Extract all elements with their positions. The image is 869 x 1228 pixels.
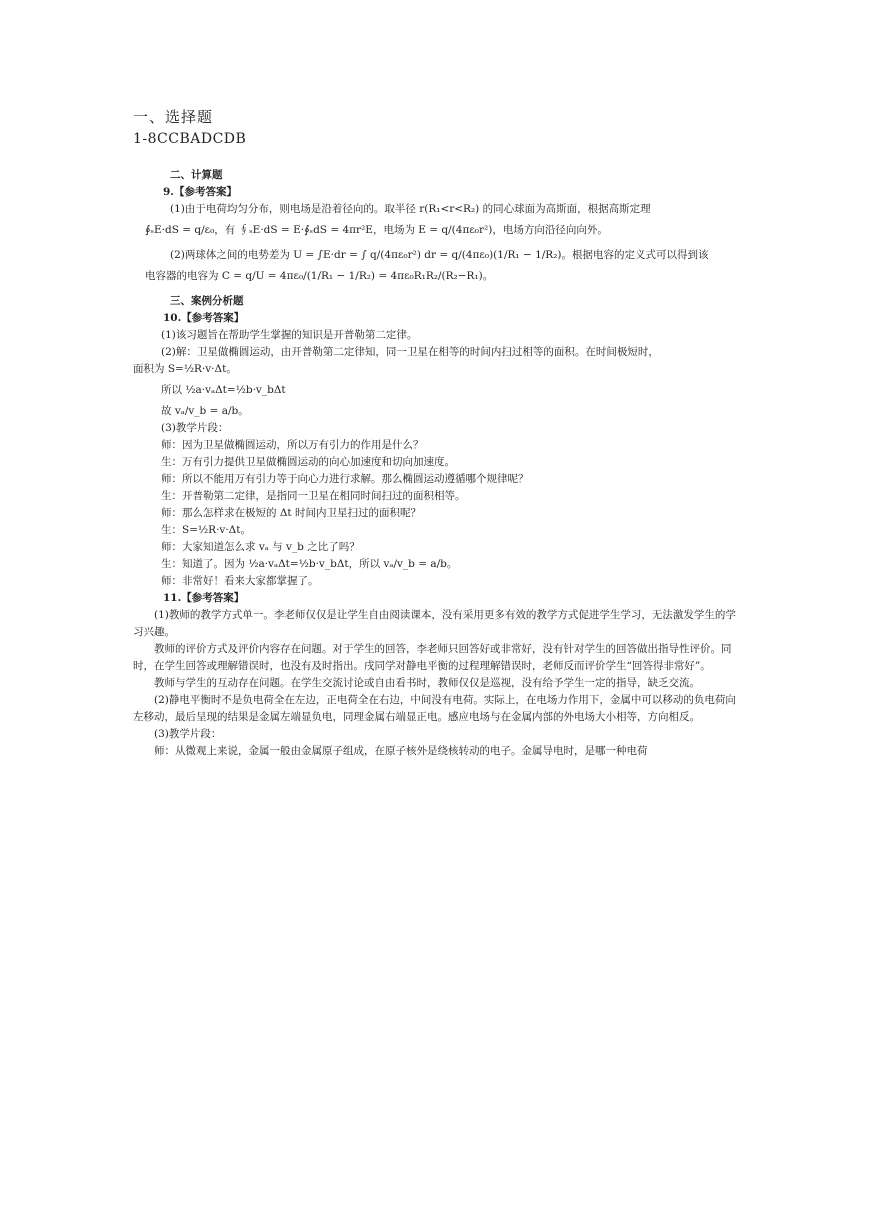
q9-part1-formula: ∮ₛE·dS = q/ε₀，有 ∮ₛE·dS = E·∮ₛdS = 4πr²E，电场为 E = q/(4πε₀r²)，电场方向沿径向向外。 (145, 224, 608, 236)
case-heading: 三、案例分析题 (170, 295, 244, 307)
q10-line: 生：S=½R·v·Δt。 (161, 524, 251, 536)
q10-line: (1)该习题旨在帮助学生掌握的知识是开普勒第二定律。 (161, 329, 418, 341)
q10-line: 面积为 S=½R·v·Δt。 (133, 363, 237, 375)
q9-part2-formula: 电容器的电容为 C = q/U = 4πε₀/(1/R₁ − 1/R₂) = 4πε₀R₁R₂/(R₂−R₁)。 (145, 270, 494, 282)
q11-paragraph: 师：从微观上来说，金属一般由金属原子组成，在原子核外是绕核转动的电子。金属导电时，是哪一种电荷 (154, 745, 648, 757)
q10-line: 师：那么怎样求在极短的 Δt 时间内卫星扫过的面积呢？ (161, 507, 421, 519)
q10-line: 生：万有引力提供卫星做椭圆运动的向心加速度和切向加速度。 (161, 456, 455, 468)
q10-line: 师：非常好！看来大家都掌握了。 (161, 575, 319, 587)
q10-label: 10.【参考答案】 (163, 312, 245, 324)
q10-line: 故 vₐ/v_b = a/b。 (161, 405, 249, 417)
q10-line: 生：知道了。因为 ½a·vₐΔt=½b·v_bΔt，所以 vₐ/v_b = a/b。 (161, 558, 458, 570)
calc-heading: 二、计算题 (170, 169, 223, 181)
q11-label: 11.【参考答案】 (163, 592, 245, 604)
q11-paragraph: (3)教学片段： (154, 728, 222, 740)
q10-line: 所以 ½a·vₐΔt=½b·v_bΔt (161, 384, 286, 396)
q10-line: 生：开普勒第二定律，是指同一卫星在相同时间扫过的面积相等。 (161, 490, 466, 502)
answer-content (133, 167, 741, 760)
q9-part1: (1)由于电荷均匀分布，则电场是沿着径向的。取半径 r(R₁<r<R₂) 的同心球面为高斯面，根据高斯定理 (170, 203, 651, 215)
q11-paragraph: 教师与学生的互动存在问题。在学生交流讨论或自由看书时，教师仅仅是巡视，没有给予学生一定的指导，缺乏交流。 (154, 677, 700, 689)
q11-paragraph: (1)教师的教学方式单一。李老师仅仅是让学生自由阅读课本，没有采用更多有效的教学方式促进学生学习，无法激发学生的学习兴趣。 (133, 609, 736, 638)
q11-paragraph: 教师的评价方式及评价内容存在问题。对于学生的回答，李老师只回答好或非常好，没有针对学生的回答做出指导性评价。同时，在学生回答或理解错误时，也没有及时指出。戌同学对静电平衡的过程理解错误时，老师反而评价学生“回答得非常好”。 (133, 643, 732, 672)
q10-line: (3)教学片段： (161, 422, 229, 434)
q9-part2: (2)两球体之间的电势差为 U = ∫E·dr = ∫ q/(4πε₀r²) dr = q/(4πε₀)(1/R₁ − 1/R₂)。根据电容的定义式可以得到该 (170, 249, 709, 261)
q10-line: 师：因为卫星做椭圆运动，所以万有引力的作用是什么？ (161, 439, 424, 451)
q10-line: 师：大家知道怎么求 vₐ 与 v_b 之比了吗？ (161, 541, 360, 553)
q11-paragraph: (2)静电平衡时不是负电荷全在左边，正电荷全在右边，中间没有电荷。实际上，在电场力作用下，金属中可以移动的负电荷向左移动，最后呈现的结果是金属左端显负电，同理金属右端显正电。感应电场与在金属内部的外电场大小相等，方向相反。 (133, 694, 736, 723)
q10-line: (2)解：卫星做椭圆运动，由开普勒第二定律知，同一卫星在相等的时间内扫过相等的面积。在时间极短时， (161, 346, 659, 358)
q10-line: 师：所以不能用万有引力等于向心力进行求解。那么椭圆运动遵循哪个规律呢？ (161, 473, 529, 485)
section-title: 一、选择题 (133, 108, 214, 126)
q9-label: 9.【参考答案】 (163, 186, 237, 198)
answer-key: 1-8CCBADCDB (133, 131, 247, 147)
